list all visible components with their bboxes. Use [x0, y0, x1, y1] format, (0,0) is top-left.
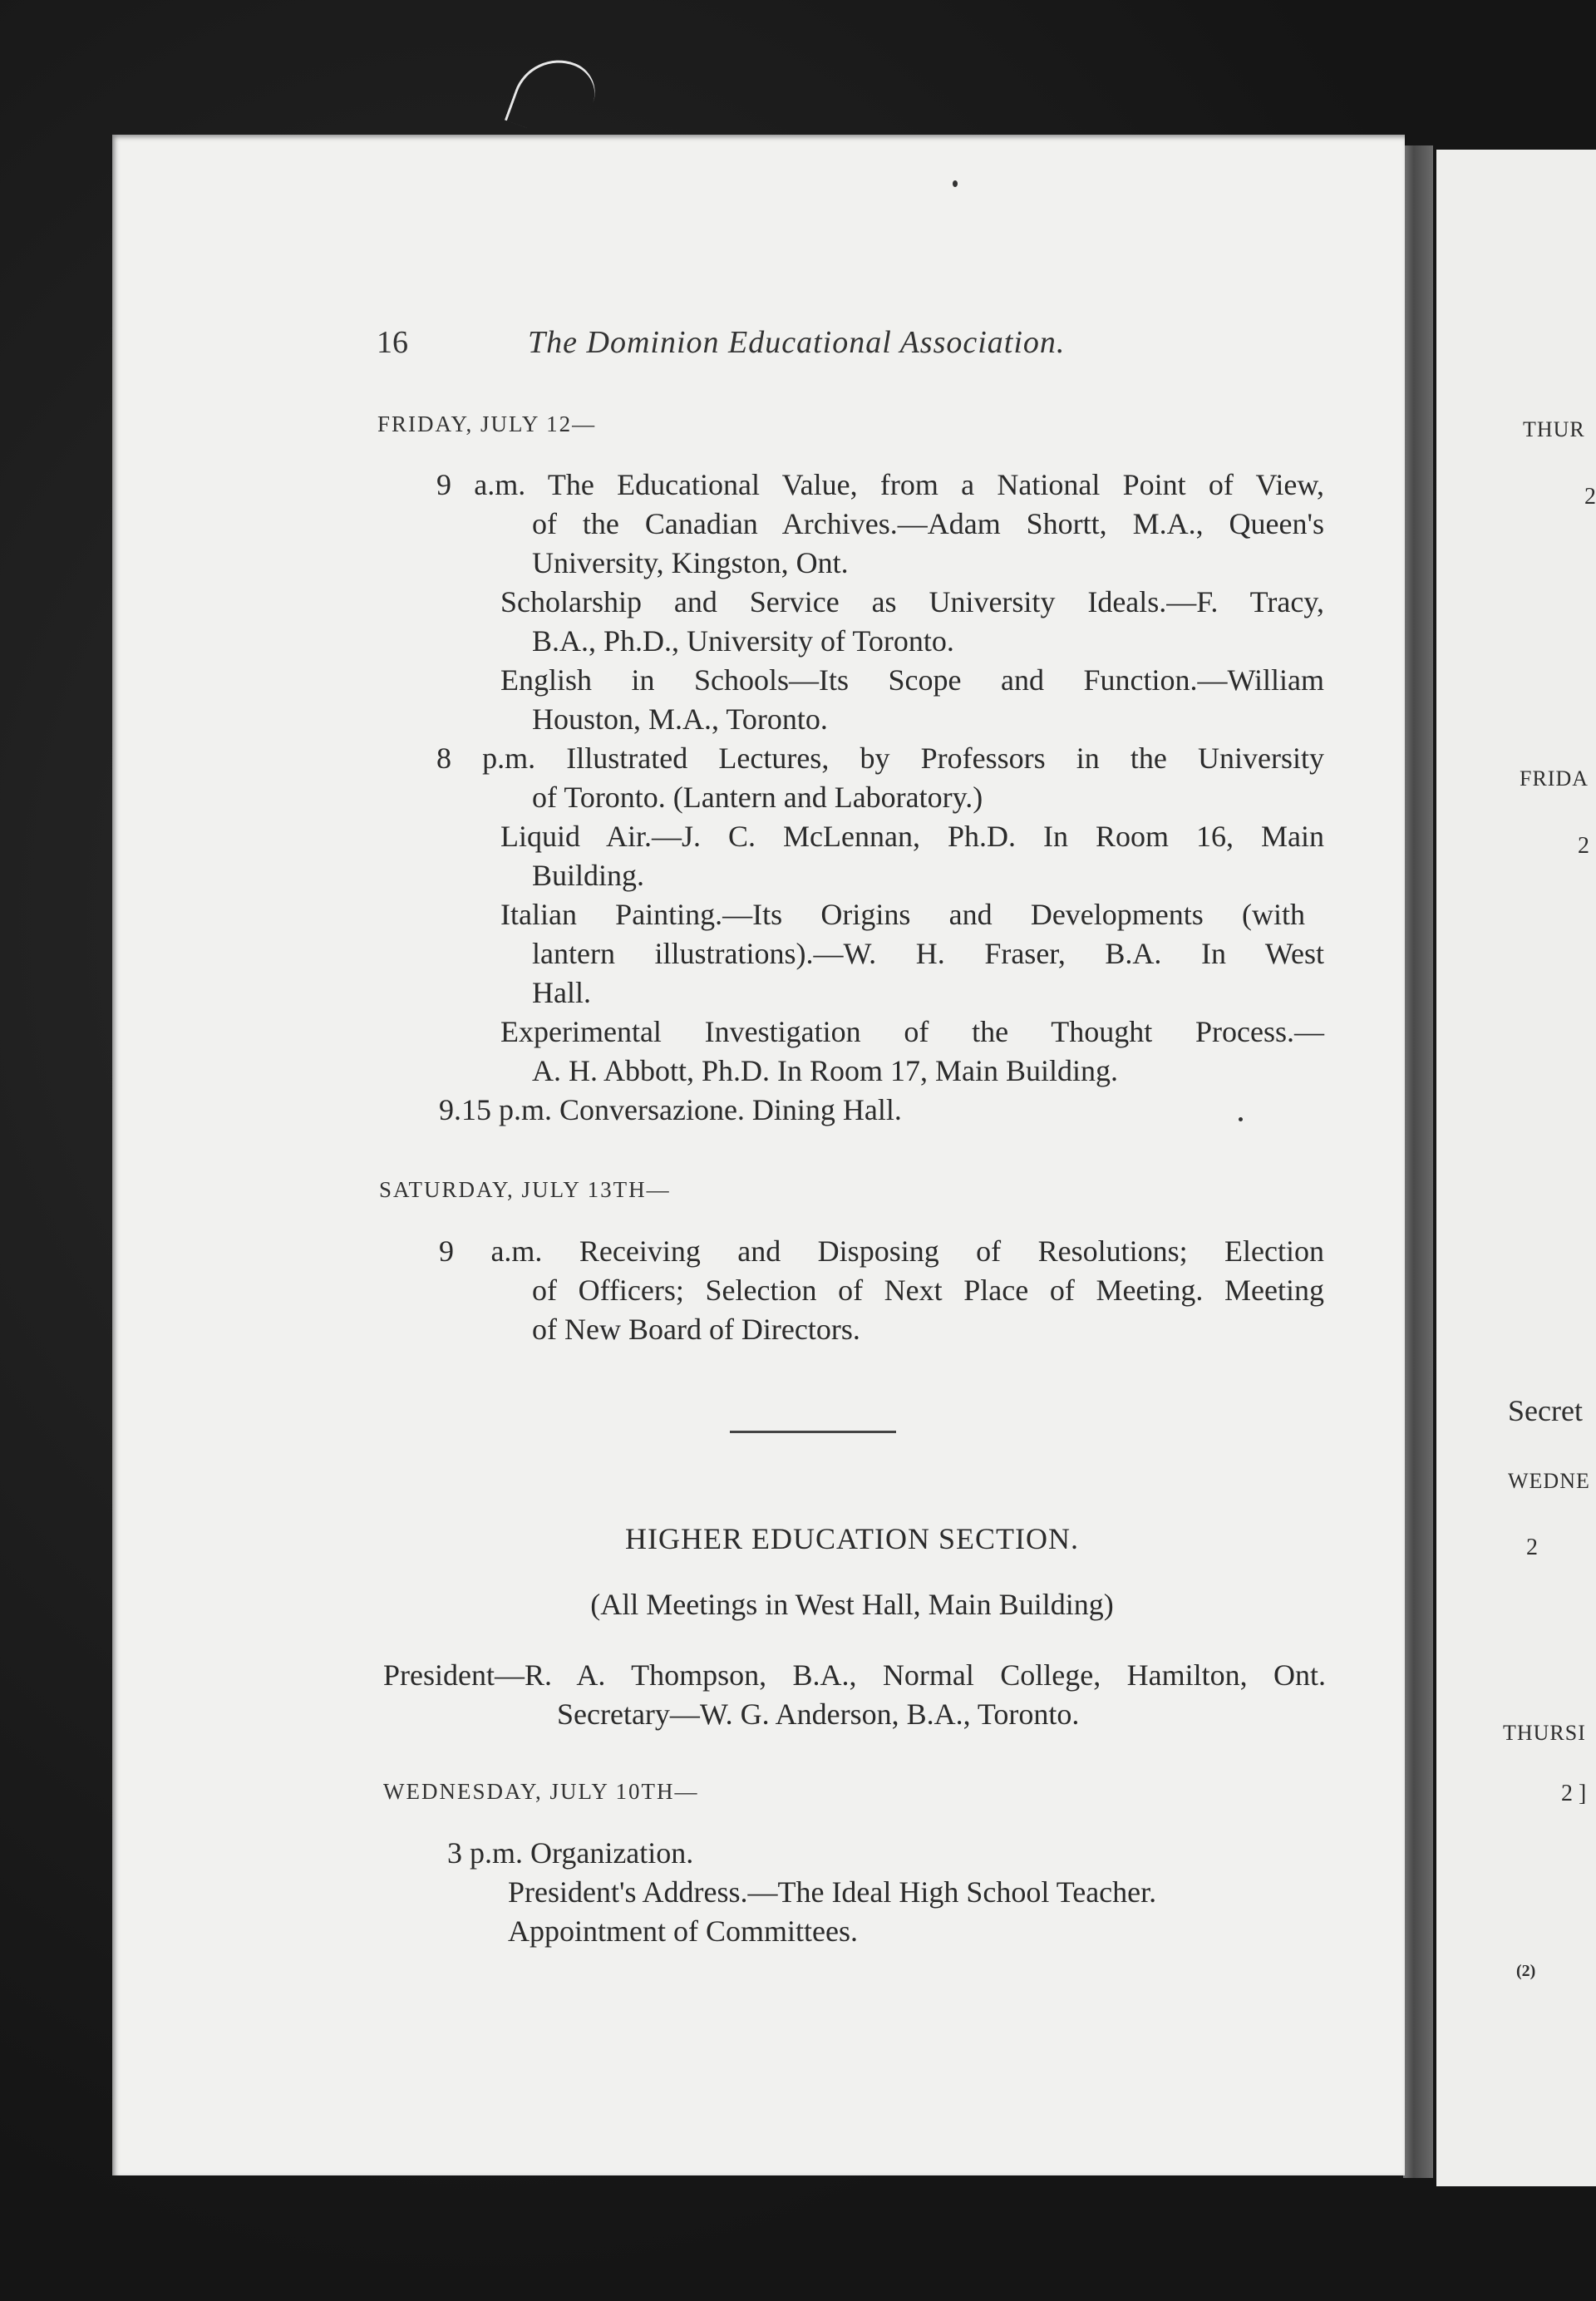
ink-speck	[1239, 1117, 1243, 1121]
friday-line: Experimental Investigation of the Thought Process.—	[500, 1015, 1324, 1048]
day-heading-saturday: SATURDAY, JULY 13TH—	[379, 1177, 671, 1202]
friday-line: Scholarship and Service as University Ideals.—F. Tracy,	[500, 585, 1324, 618]
adjacent-fragment: Secret	[1508, 1394, 1583, 1427]
friday-line: Liquid Air.—J. C. McLennan, Ph.D. In Room 16, Main	[500, 820, 1324, 853]
adjacent-fragment: WEDNE	[1508, 1469, 1590, 1493]
friday-line: 8 p.m. Illustrated Lectures, by Professors in the University	[436, 742, 1324, 775]
adjacent-fragment: 2	[1526, 1535, 1538, 1560]
adjacent-fragment: 2	[1584, 484, 1596, 510]
friday-line: Houston, M.A., Toronto.	[532, 702, 828, 736]
friday-line: of Toronto. (Lantern and Laboratory.)	[532, 781, 983, 814]
friday-line: University, Kingston, Ont.	[532, 546, 849, 579]
day-heading-wednesday: WEDNESDAY, JULY 10TH—	[383, 1779, 699, 1804]
friday-line: of the Canadian Archives.—Adam Shortt, M.A., Queen's	[532, 507, 1324, 540]
friday-line: lantern illustrations).—W. H. Fraser, B.A. In West	[532, 937, 1324, 970]
page-number: 16	[377, 325, 408, 360]
adjacent-fragment: (2)	[1516, 1962, 1536, 1980]
friday-line: 9 a.m. The Educational Value, from a National Point of View,	[436, 468, 1324, 501]
section-divider	[730, 1431, 896, 1433]
saturday-line: of New Board of Directors.	[532, 1313, 860, 1346]
adjacent-fragment: THUR	[1523, 417, 1585, 441]
adjacent-page	[1436, 150, 1596, 2186]
wednesday-line: 3 p.m. Organization.	[447, 1836, 694, 1870]
friday-line: Hall.	[532, 976, 591, 1009]
friday-line: B.A., Ph.D., University of Toronto.	[532, 624, 954, 658]
friday-line: English in Schools—Its Scope and Function.—William	[500, 663, 1324, 697]
adjacent-fragment: 2	[1578, 833, 1589, 859]
friday-line: Italian Painting.—Its Origins and Developments (with	[500, 898, 1305, 931]
adjacent-fragment: THURSI	[1503, 1721, 1586, 1745]
friday-line: Building.	[532, 859, 645, 892]
section-secretary: Secretary—W. G. Anderson, B.A., Toronto.	[557, 1697, 1080, 1731]
friday-line: A. H. Abbott, Ph.D. In Room 17, Main Building.	[532, 1054, 1119, 1087]
saturday-line: of Officers; Selection of Next Place of Meeting. Meeting	[532, 1274, 1324, 1307]
adjacent-fragment: FRIDA	[1520, 766, 1589, 791]
page-spine	[1403, 145, 1433, 2178]
wednesday-line: President's Address.—The Ideal High School Teacher.	[508, 1875, 1157, 1909]
wednesday-line: Appointment of Committees.	[508, 1914, 858, 1948]
friday-line: 9.15 p.m. Conversazione. Dining Hall.	[439, 1093, 902, 1126]
section-president: President—R. A. Thompson, B.A., Normal College, Hamilton, Ont.	[383, 1658, 1326, 1692]
adjacent-fragment: 2 ]	[1561, 1781, 1587, 1806]
section-title: HIGHER EDUCATION SECTION.	[625, 1522, 1079, 1555]
section-subtitle: (All Meetings in West Hall, Main Building)	[590, 1588, 1114, 1621]
document-page	[112, 135, 1405, 2175]
ink-speck	[953, 180, 958, 187]
saturday-line: 9 a.m. Receiving and Disposing of Resolutions; Election	[439, 1234, 1324, 1268]
day-heading-friday: FRIDAY, JULY 12—	[377, 411, 597, 436]
running-title: The Dominion Educational Association.	[528, 325, 1066, 360]
